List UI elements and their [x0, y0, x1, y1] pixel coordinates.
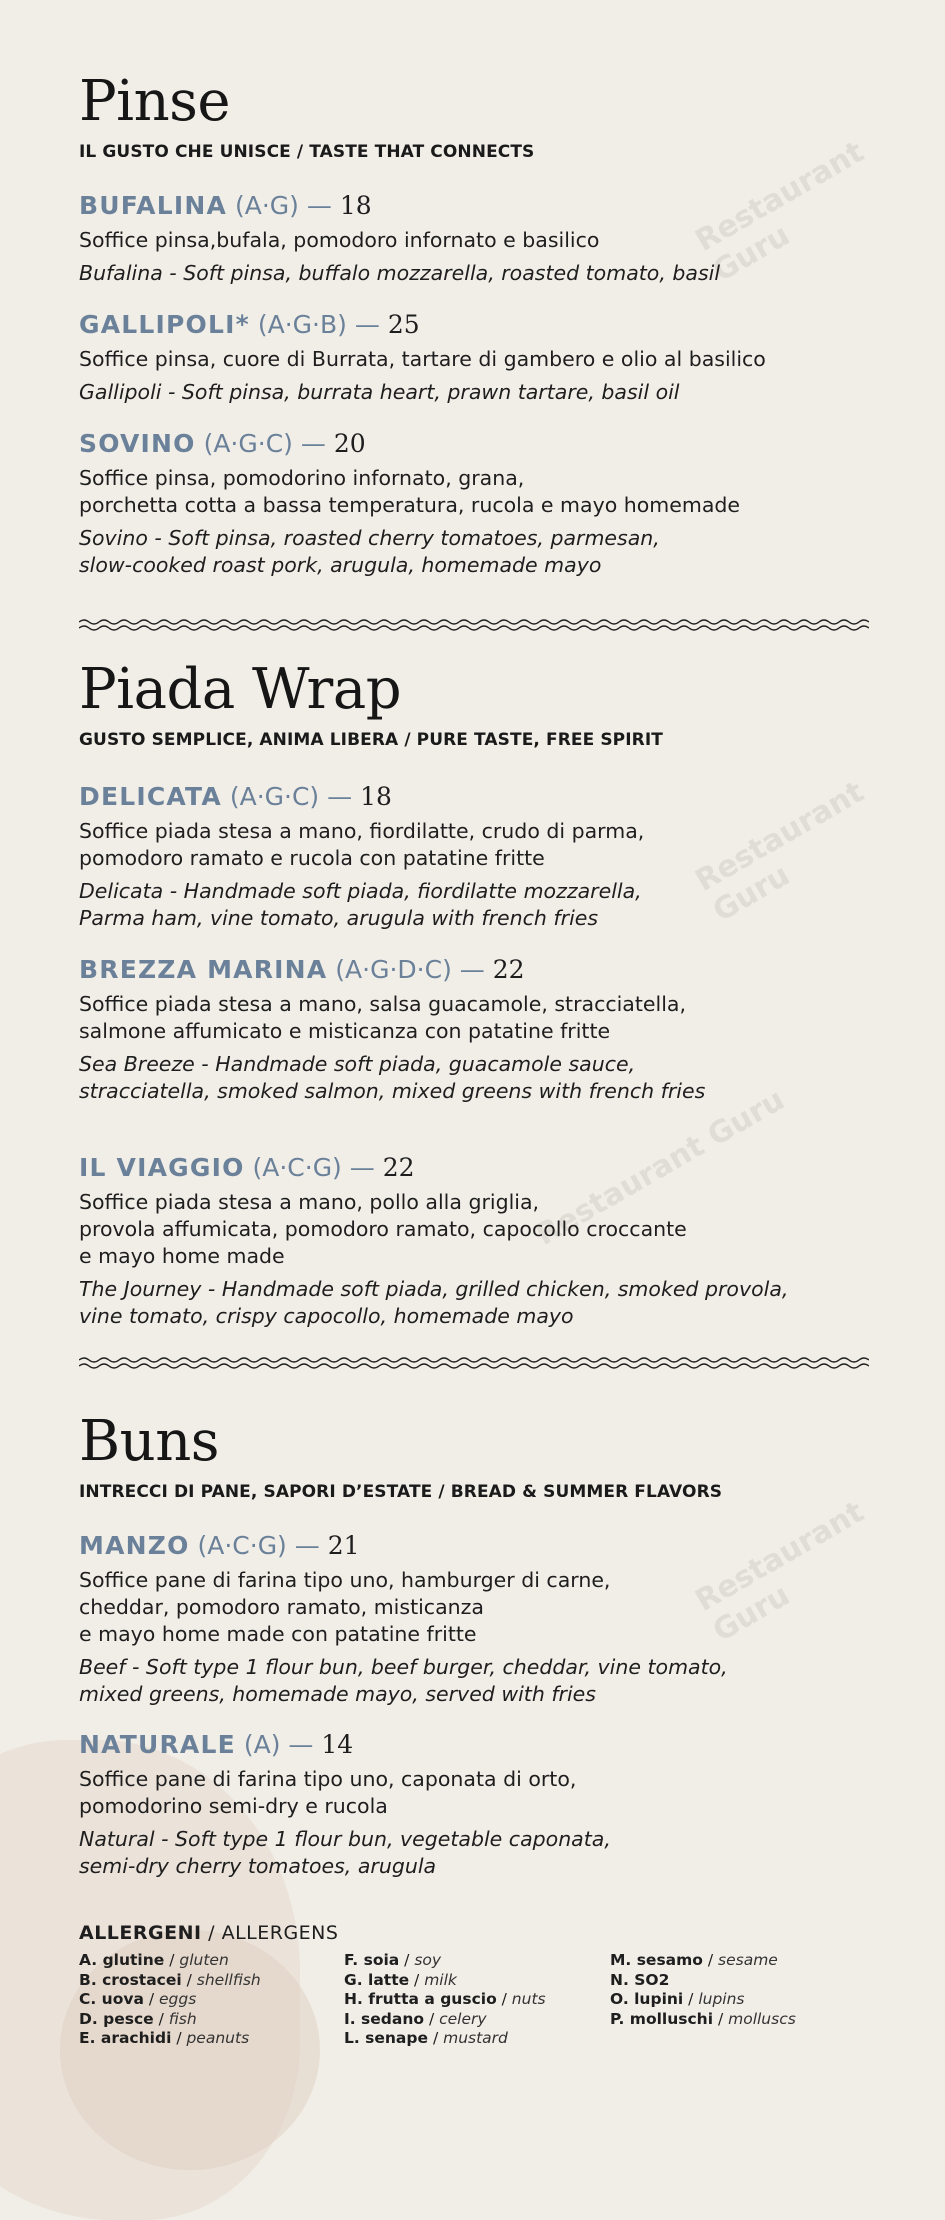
allergen-code-italian: O. lupini — [610, 1990, 684, 2008]
item-allergens: (A·G·D·C) — [335, 955, 452, 984]
section-title: Piada Wrap — [79, 657, 402, 722]
allergen-entry: O. lupini / lupins — [610, 1990, 745, 2008]
section-buns — [79, 1409, 869, 1502]
section-title: Pinse — [79, 69, 231, 134]
section-pinse — [79, 69, 869, 162]
allergens-column-3 — [610, 1951, 796, 2029]
allergens-column-2 — [344, 1951, 546, 2049]
allergen-code-italian: P. molluschi — [610, 2009, 714, 2028]
item-description-italian: Soffice pinsa, pomodorino infornato, grana, porchetta cotta a bassa temperatura, rucola e mayo homemade — [79, 466, 741, 517]
price-dash: — — [300, 429, 326, 458]
item-name: MANZO — [79, 1531, 190, 1560]
allergens-title-separator: / — [208, 1922, 216, 1944]
item-description-english: Bufalina - Soft pinsa, buffalo mozzarella, roasted tomato, basil — [79, 261, 721, 285]
item-description-italian: Soffice piada stesa a mano, fiordilatte, crudo di parma, pomodoro ramato e rucola con patatine fritte — [79, 819, 645, 870]
item-price: 22 — [382, 1153, 415, 1182]
item-description-english: The Journey - Handmade soft piada, grilled chicken, smoked provola, vine tomato, crispy capocollo, homemade mayo — [79, 1277, 789, 1328]
price-dash: — — [459, 955, 485, 984]
allergen-entry: D. pesce / fish — [79, 2009, 197, 2028]
price-dash: — — [327, 782, 353, 811]
allergen-code-italian: L. senape — [344, 2029, 429, 2047]
allergen-entry: I. sedano / celery — [344, 2009, 487, 2028]
menu-item-sovino — [79, 429, 869, 579]
item-price: 21 — [327, 1531, 360, 1560]
allergens-column-1 — [79, 1951, 261, 2049]
item-name: NATURALE — [79, 1730, 236, 1759]
allergen-code-italian: F. soia — [344, 1951, 400, 1969]
section-subtitle: INTRECCI DI PANE, SAPORI D’ESTATE / BREAD & SUMMER FLAVORS — [79, 1482, 723, 1502]
menu-item-manzo — [79, 1531, 869, 1708]
allergen-english: molluscs — [728, 2009, 796, 2028]
menu-item-gallipoli — [79, 310, 869, 406]
item-name: BREZZA MARINA — [79, 955, 328, 984]
price-dash: — — [294, 1531, 320, 1560]
allergens-title — [79, 1922, 338, 1944]
item-allergens: (A·G) — [234, 191, 299, 220]
price-dash: — — [306, 191, 332, 220]
item-description-english: Sovino - Soft pinsa, roasted cherry tomatoes, parmesan, slow-cooked roast pork, arugula, homemade mayo — [79, 526, 660, 577]
price-dash: — — [288, 1730, 314, 1759]
allergen-code-italian: N. SO2 — [610, 1970, 670, 1989]
watermark: Restaurant Guru — [689, 134, 870, 290]
section-title: Buns — [79, 1409, 220, 1474]
allergen-entry: C. uova / eggs — [79, 1990, 197, 2008]
menu-item-bufalina — [79, 191, 869, 287]
item-name: SOVINO — [79, 429, 196, 458]
allergen-entry: A. glutine / gluten — [79, 1951, 229, 1969]
allergen-english: peanuts — [186, 2029, 250, 2047]
menu-item-naturale — [79, 1730, 869, 1880]
item-description-italian: Soffice pinsa, cuore di Burrata, tartare di gambero e olio al basilico — [79, 347, 766, 371]
allergen-english: soy — [414, 1951, 442, 1969]
allergen-english: milk — [424, 1970, 457, 1989]
item-allergens: (A·G·B) — [257, 310, 347, 339]
item-allergens: (A·G·C) — [229, 782, 320, 811]
item-allergens: (A) — [243, 1730, 281, 1759]
allergen-code-italian: G. latte — [344, 1970, 410, 1989]
section-subtitle: GUSTO SEMPLICE, ANIMA LIBERA / PURE TASTE, FREE SPIRIT — [79, 730, 663, 750]
allergen-code-italian: B. crostacei — [79, 1970, 182, 1989]
allergen-entry: P. molluschi / molluscs — [610, 2009, 796, 2028]
item-description-english: Sea Breeze - Handmade soft piada, guacamole sauce, stracciatella, smoked salmon, mixed greens with french fries — [79, 1052, 706, 1103]
item-name: IL VIAGGIO — [79, 1153, 245, 1182]
allergen-code-italian: H. frutta a guscio — [344, 1990, 497, 2008]
item-description-english: Natural - Soft type 1 flour bun, vegetable caponata, semi-dry cherry tomatoes, arugula — [79, 1827, 611, 1878]
menu-item-il-viaggio — [79, 1153, 869, 1330]
item-description-italian: Soffice piada stesa a mano, salsa guacamole, stracciatella, salmone affumicato e misticanza con patatine fritte — [79, 992, 686, 1043]
allergen-english: shellfish — [196, 1970, 261, 1989]
item-description-italian: Soffice pane di farina tipo uno, hamburger di carne, cheddar, pomodoro ramato, misticanza e mayo home made con patatine fritte — [79, 1568, 611, 1646]
menu-item-delicata — [79, 782, 869, 932]
item-price: 18 — [360, 782, 392, 811]
item-description-english: Beef - Soft type 1 flour bun, beef burger, cheddar, vine tomato, mixed greens, homemade mayo, served with fries — [79, 1655, 728, 1706]
item-price: 25 — [387, 310, 420, 339]
allergen-code-italian: E. arachidi — [79, 2029, 172, 2047]
wavy-divider — [79, 618, 869, 634]
price-dash: — — [354, 310, 380, 339]
item-description-italian: Soffice pinsa,bufala, pomodoro infornato e basilico — [79, 228, 600, 252]
allergens-title-italian: ALLERGENI — [79, 1922, 202, 1944]
allergen-english: sesame — [718, 1951, 778, 1969]
item-name: DELICATA — [79, 782, 222, 811]
watermark: Restaurant Guru — [530, 1082, 791, 1253]
allergen-english: celery — [439, 2009, 487, 2028]
allergen-entry: H. frutta a guscio / nuts — [344, 1990, 546, 2008]
wavy-divider — [79, 1356, 869, 1372]
item-allergens: (A·G·C) — [203, 429, 293, 458]
allergen-code-italian: C. uova — [79, 1990, 144, 2008]
price-dash: — — [349, 1153, 375, 1182]
section-subtitle: IL GUSTO CHE UNISCE / TASTE THAT CONNECTS — [79, 142, 535, 162]
item-description-english: Gallipoli - Soft pinsa, burrata heart, prawn tartare, basil oil — [79, 380, 680, 404]
item-price: 18 — [339, 191, 372, 220]
allergen-english: lupins — [698, 1990, 745, 2008]
allergen-english: eggs — [158, 1990, 197, 2008]
item-price: 20 — [333, 429, 366, 458]
menu-item-brezza-marina — [79, 955, 869, 1105]
item-name: GALLIPOLI* — [79, 310, 250, 339]
item-description-italian: Soffice piada stesa a mano, pollo alla griglia, provola affumicata, pomodoro ramato, capocollo croccante e mayo home made — [79, 1190, 687, 1268]
watermark: Restaurant Guru — [689, 1494, 870, 1650]
item-allergens: (A·C·G) — [197, 1531, 287, 1560]
allergen-entry: F. soia / soy — [344, 1951, 442, 1969]
allergen-entry: G. latte / milk — [344, 1970, 457, 1989]
allergen-english: gluten — [179, 1951, 229, 1969]
item-description-italian: Soffice pane di farina tipo uno, caponata di orto, pomodorino semi-dry e rucola — [79, 1767, 577, 1818]
watermark: Restaurant Guru — [689, 774, 870, 930]
allergen-english: nuts — [511, 1990, 546, 2008]
item-price: 14 — [321, 1730, 354, 1759]
allergen-english: fish — [168, 2009, 197, 2028]
allergen-entry: E. arachidi / peanuts — [79, 2029, 250, 2047]
item-price: 22 — [492, 955, 525, 984]
item-description-english: Delicata - Handmade soft piada, fiordilatte mozzarella, Parma ham, vine tomato, arugula with french fries — [79, 879, 642, 930]
allergen-entry: B. crostacei / shellfish — [79, 1970, 261, 1989]
allergen-entry: M. sesamo / sesame — [610, 1951, 778, 1969]
item-name: BUFALINA — [79, 191, 228, 220]
section-piada-wrap — [79, 657, 869, 750]
allergen-entry — [610, 1971, 796, 1991]
allergen-entry: L. senape / mustard — [344, 2029, 508, 2047]
allergen-code-italian: A. glutine — [79, 1951, 165, 1969]
item-allergens: (A·C·G) — [252, 1153, 342, 1182]
allergen-english: mustard — [443, 2029, 508, 2047]
allergens-title-english: ALLERGENS — [221, 1922, 339, 1944]
allergen-code-italian: I. sedano — [344, 2009, 425, 2028]
allergen-code-italian: D. pesce — [79, 2009, 154, 2028]
allergen-code-italian: M. sesamo — [610, 1951, 703, 1969]
